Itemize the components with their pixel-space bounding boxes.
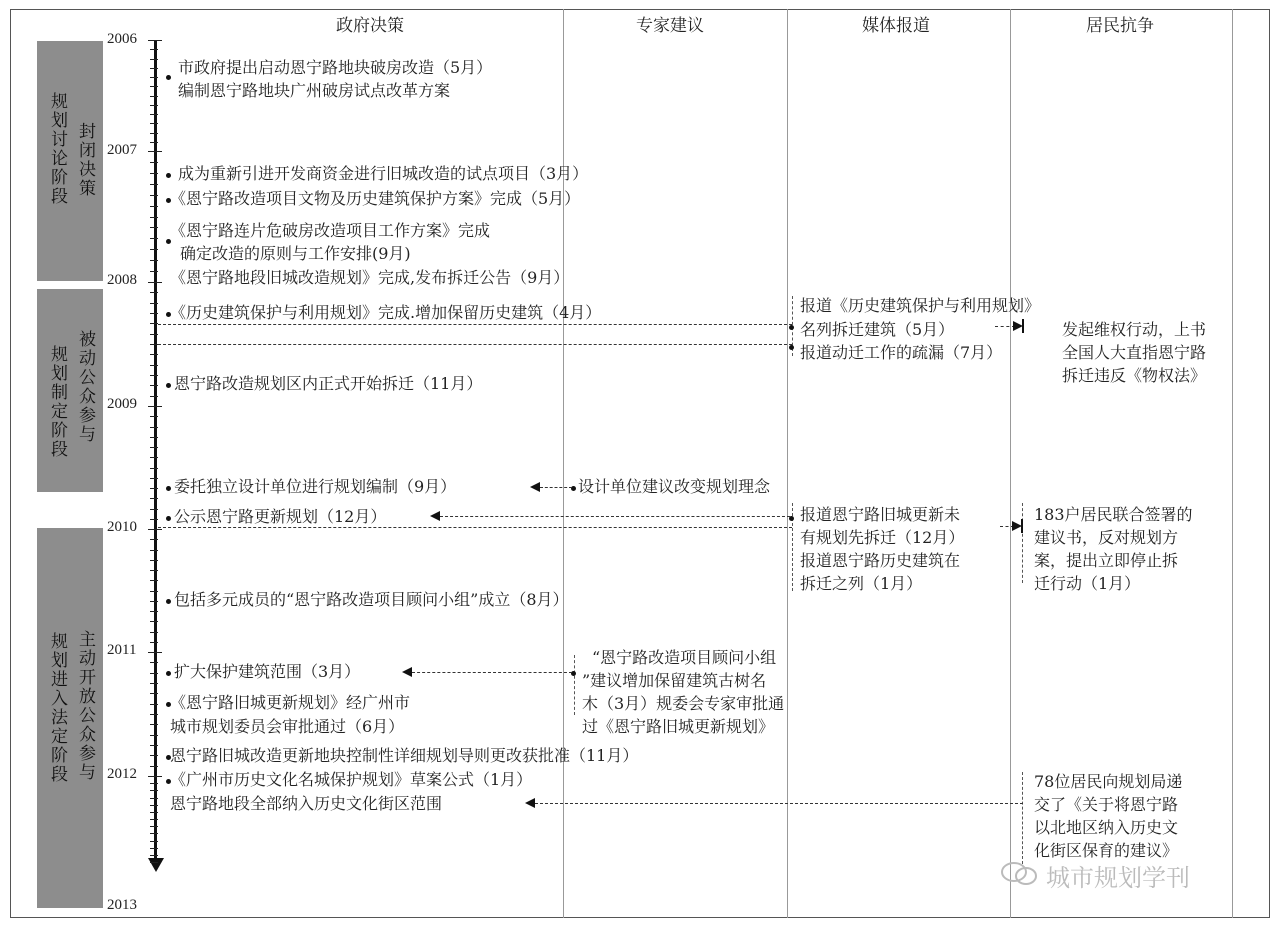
gov-event: 成为重新引进开发商资金进行旧城改造的试点项目（3月） [178,164,589,183]
axis-tick [150,416,158,417]
gov-event: 委托独立设计单位进行规划编制（9月） [174,477,457,496]
event-marker [789,325,794,330]
axis-tick [150,855,158,856]
axis-tick [150,724,158,725]
axis-tick [150,49,158,50]
stage-3-mode: 主动开放公众参与 [75,630,95,782]
axis-tick [150,790,158,791]
axis-tick [150,344,158,345]
axis-tick [150,427,158,428]
resident-event: 183户居民联合签署的 [1034,505,1193,524]
gov-event: 《广州市历史文化名城保护规划》草案公式（1月） [170,770,533,789]
axis-tick [150,313,158,314]
gov-event: 恩宁路改造规划区内正式开始拆迁（11月） [174,374,483,393]
axis-tick [150,365,158,366]
expert-event: ”建议增加保留建筑古树名 [582,671,767,690]
axis-tick [150,334,158,335]
axis-tick [150,217,158,218]
axis-tick [150,632,158,633]
axis-tick [150,396,158,397]
axis-tick [150,805,158,806]
axis-tick [150,142,158,143]
axis-tick [150,642,158,643]
connector-line [1022,503,1023,583]
connector-line [1021,519,1023,533]
column-header-resident: 居民抗争 [1086,16,1154,36]
event-marker [166,516,171,521]
media-event: 拆迁之列（1月） [800,574,923,593]
event-marker [166,383,171,388]
media-event: 报道恩宁路旧城更新未 [800,505,961,524]
axis-tick [150,848,158,849]
axis-tick [150,841,158,842]
event-marker [166,75,171,80]
year-label: 2011 [107,642,137,658]
gov-event: 恩宁路地段全部纳入历史文化街区范围 [170,794,443,813]
resident-event: 案，提出立即停止拆 [1034,551,1179,570]
axis-tick [150,683,158,684]
axis-tick [150,86,158,87]
connector-line [1022,772,1023,864]
event-marker [166,173,171,178]
gov-event: 城市规划委员会审批通过（6月） [170,717,405,736]
media-event: 报道动迁工作的疏漏（7月） [800,343,1003,362]
axis-tick [150,509,158,510]
gov-event: 《恩宁路改造项目文物及历史建筑保护方案》完成（5月） [170,189,581,208]
axis-tick [150,303,158,304]
arrow-left-icon [430,511,440,521]
axis-tick [148,776,162,777]
axis-tick [150,227,158,228]
axis-tick [150,206,158,207]
axis-tick [150,354,158,355]
axis-tick [150,798,158,799]
event-marker [166,671,171,676]
column-divider [1010,9,1011,918]
stage-1-mode: 封闭决策 [75,122,95,198]
column-header-media: 媒体报道 [862,16,930,36]
axis-tick [150,437,158,438]
axis-tick [150,662,158,663]
media-event: 有规划先拆迁（12月） [800,528,965,547]
arrow-left-icon [530,482,540,492]
resident-event: 交了《关于将恩宁路 [1034,795,1179,814]
arrow-left-icon [525,798,535,808]
event-marker [166,599,171,604]
axis-tick [150,693,158,694]
axis-tick [150,819,158,820]
axis-tick [150,519,158,520]
resident-event: 拆迁违反《物权法》 [1062,366,1207,385]
wechat-icon [1000,860,1040,886]
watermark-text: 城市规划学刊 [1046,864,1190,892]
event-marker [789,345,794,350]
stage-3-name: 规划进入法定阶段 [47,632,67,784]
axis-tick [150,468,158,469]
axis-tick [150,77,158,78]
axis-tick [150,59,158,60]
axis-tick [150,862,158,863]
media-event: 报道恩宁路历史建筑在 [800,551,961,570]
axis-tick [150,570,158,571]
expert-event: 过《恩宁路旧城更新规划》 [582,717,775,736]
axis-tick [150,195,158,196]
gov-event: 恩宁路旧城改造更新地块控制性详细规划导则更改获批准（11月） [170,746,639,765]
axis-tick [150,580,158,581]
expert-event: 设计单位建议改变规划理念 [578,477,771,496]
gov-event: 编制恩宁路地块广州破房试点改革方案 [178,81,451,100]
gov-event: 《恩宁路地段旧城改造规划》完成,发布拆迁公告（9月） [170,268,570,287]
axis-tick [150,488,158,489]
axis-tick [150,755,158,756]
axis-tick [148,529,162,530]
year-label: 2013 [107,897,137,913]
connector-line [158,324,792,325]
axis-tick [150,621,158,622]
timeline-axis [154,40,157,862]
axis-tick [150,478,158,479]
gov-event: 市政府提出启动恩宁路地块破房改造（5月） [178,58,493,77]
year-label: 2007 [107,142,137,158]
axis-tick [150,704,158,705]
gov-event: 确定改造的原则与工作安排(9月) [180,244,411,263]
axis-tick [148,652,162,653]
resident-event: 发起维权行动，上书 [1062,320,1207,339]
connector-line [440,516,790,517]
resident-event: 化街区保育的建议》 [1034,841,1179,860]
stage-1-name: 规划讨论阶段 [47,92,67,206]
axis-tick [150,550,158,551]
axis-tick [148,406,162,407]
axis-tick [150,238,158,239]
arrow-left-icon [402,667,412,677]
gov-event: 《恩宁路旧城更新规划》经广州市 [170,693,411,712]
year-label: 2010 [107,519,137,535]
connector-line [1022,319,1024,333]
axis-tick [150,375,158,376]
axis-tick [150,766,158,767]
axis-tick [150,735,158,736]
media-event: 报道《历史建筑保护与利用规划》 [800,296,1041,315]
axis-tick [150,457,158,458]
resident-event: 以北地区纳入历史文 [1034,818,1179,837]
event-marker [166,486,171,491]
resident-event: 78位居民向规划局递 [1034,772,1183,791]
axis-tick [150,184,158,185]
axis-tick [150,96,158,97]
axis-tick [150,745,158,746]
axis-tick [150,68,158,69]
axis-tick [150,114,158,115]
timeline-arrow-icon [148,858,164,872]
connector-line [995,326,1015,327]
axis-tick [150,539,158,540]
gov-event: 《恩宁路连片危破房改造项目工作方案》完成 [170,221,491,240]
gov-event: 扩大保护建筑范围（3月） [174,662,361,681]
axis-tick [150,105,158,106]
column-header-expert: 专家建议 [636,16,704,36]
expert-event: 木（3月）规委会专家审批通 [582,694,785,713]
axis-tick [150,447,158,448]
connector-line [412,672,572,673]
connector-line [540,487,572,488]
axis-tick [150,323,158,324]
axis-tick [150,714,158,715]
axis-tick [148,282,162,283]
column-divider [1232,9,1233,918]
axis-tick [150,271,158,272]
axis-tick [150,591,158,592]
connector-line [574,655,575,715]
axis-tick [150,812,158,813]
connector-line [158,527,792,528]
expert-event: “恩宁路改造项目顾问小组 [592,648,777,667]
column-header-government: 政府决策 [336,16,404,36]
year-label: 2012 [107,766,137,782]
column-divider [563,9,564,918]
stage-2-name: 规划制定阶段 [47,345,67,459]
axis-tick [150,611,158,612]
connector-line [158,344,792,345]
media-event: 名列拆迁建筑（5月） [800,320,955,339]
axis-tick [150,783,158,784]
axis-tick [150,162,158,163]
axis-tick [150,292,158,293]
axis-tick [148,151,162,152]
year-label: 2009 [107,396,137,412]
connector-line [535,803,1023,804]
resident-event: 迁行动（1月） [1034,574,1141,593]
axis-tick [150,173,158,174]
axis-tick [150,601,158,602]
axis-tick [150,833,158,834]
gov-event: 公示恩宁路更新规划（12月） [174,507,387,526]
column-divider [787,9,788,918]
axis-tick [150,498,158,499]
resident-event: 建议书，反对规划方 [1034,528,1179,547]
axis-tick [150,826,158,827]
axis-tick [150,260,158,261]
axis-tick [150,673,158,674]
axis-tick [150,385,158,386]
axis-tick [148,40,162,41]
year-label: 2008 [107,272,137,288]
resident-event: 全国人大直指恩宁路 [1062,343,1207,362]
year-label: 2006 [107,31,137,47]
axis-tick [150,123,158,124]
axis-tick [150,560,158,561]
gov-event: 包括多元成员的“恩宁路改造项目顾问小组”成立（8月） [174,590,569,609]
stage-2-mode: 被动公众参与 [75,330,95,444]
gov-event: 《历史建筑保护与利用规划》完成.增加保留历史建筑（4月） [170,303,602,322]
axis-tick [150,249,158,250]
axis-tick [150,133,158,134]
